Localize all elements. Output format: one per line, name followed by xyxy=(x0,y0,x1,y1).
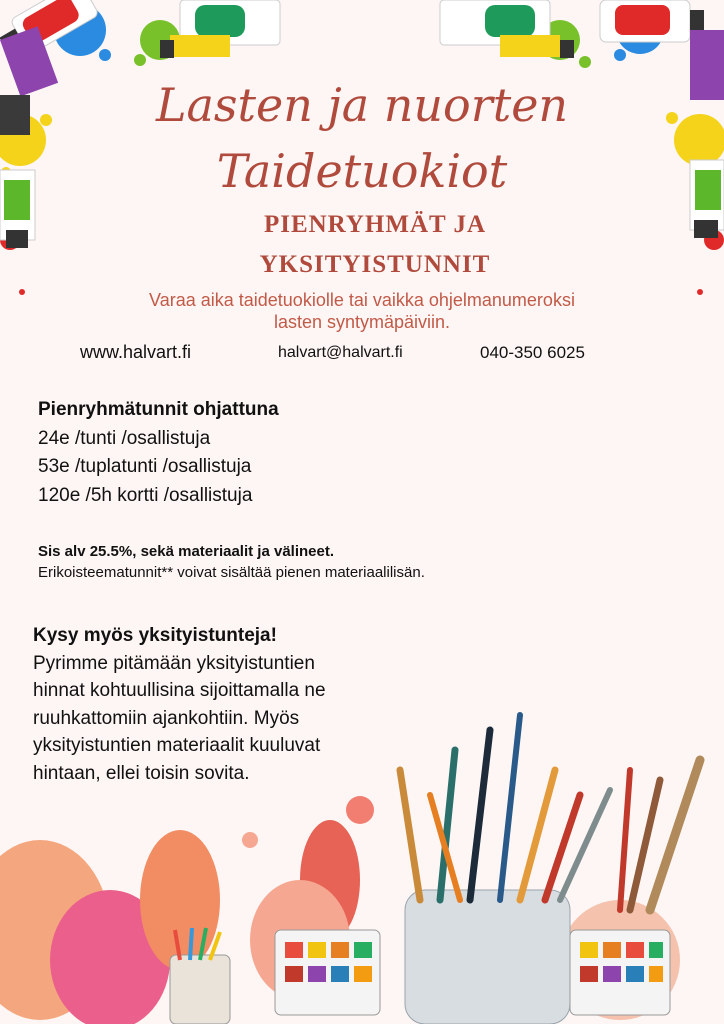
vat-note xyxy=(38,541,425,583)
title-line-1: Lasten ja nuorten xyxy=(155,78,569,132)
pricing-item: 24e /tunti /osallistuja xyxy=(38,427,211,449)
email-link[interactable]: halvart@halvart.fi xyxy=(278,344,403,361)
art-supplies-illustration xyxy=(0,700,724,1024)
private-heading: Kysy myös yksityistunteja! xyxy=(33,625,277,646)
private-line: Pyrimme pitämään yksityistuntien xyxy=(33,652,315,674)
subtitle-line-2: YKSITYISTUNNIT xyxy=(259,251,491,278)
intro-line-1: Varaa aika taidetuokiolle tai vaikka ohjelmanumeroksi xyxy=(149,290,575,310)
private-line: yksityistuntien materiaalit kuuluvat xyxy=(33,735,321,756)
private-line: hinnat kohtuullisina sijoittamalla ne xyxy=(33,680,326,701)
private-line: ruuhkattomiin ajankohtiin. Myös xyxy=(33,707,300,729)
pricing-item: 53e /tuplatunti /osallistuja xyxy=(38,456,252,477)
pricing-item: 120e /5h kortti /osallistuja xyxy=(38,484,253,506)
pricing-heading: Pienryhmätunnit ohjattuna xyxy=(38,399,279,420)
vat-extra: Erikoisteematunnit** voivat sisältää pienen materiaalilisän. xyxy=(38,564,425,581)
vat-bold: Sis alv 25.5%, sekä materiaalit ja välineet. xyxy=(38,543,335,560)
phone-link[interactable]: 040-350 6025 xyxy=(480,343,585,362)
pricing-section xyxy=(38,396,279,510)
intro-text xyxy=(0,289,724,333)
website-link[interactable]: www.halvart.fi xyxy=(80,342,192,362)
title-line-2: Taidetuokiot xyxy=(216,144,508,198)
subtitle-line-1: PIENRYHMÄT JA xyxy=(263,211,487,238)
private-line: hintaan, ellei toisin sovita. xyxy=(33,762,250,784)
intro-line-2: lasten syntymäpäiviin. xyxy=(273,312,451,332)
